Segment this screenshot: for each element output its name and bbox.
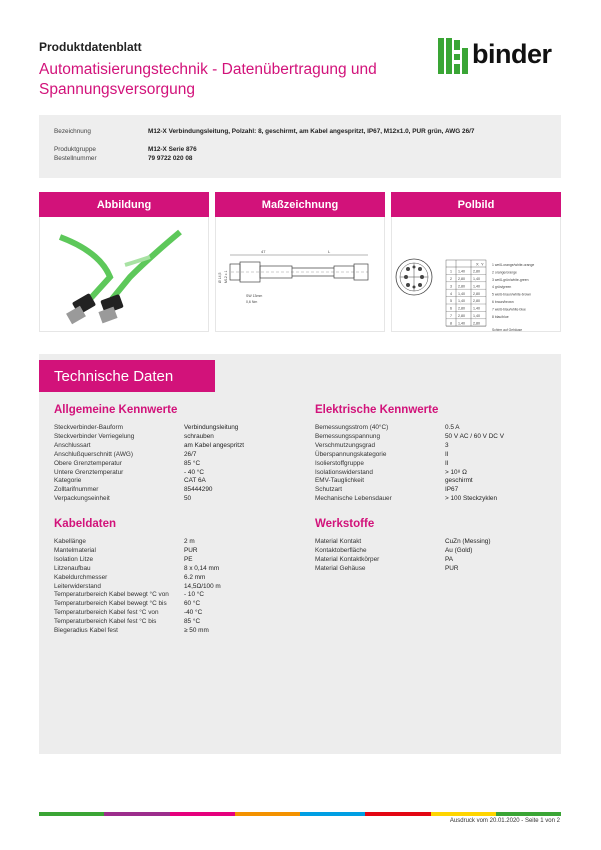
pole-cell: 7 bbox=[450, 314, 452, 318]
table-row bbox=[54, 556, 221, 565]
row-key: Steckverbinder-Bauform bbox=[54, 424, 123, 431]
kabel-table bbox=[54, 538, 221, 636]
pole-cell: 6 bbox=[450, 306, 452, 311]
dim-l: L bbox=[328, 249, 331, 254]
row-value: 85 °C bbox=[184, 618, 201, 626]
color-bar-segment bbox=[104, 812, 169, 816]
table-row bbox=[54, 600, 221, 609]
row-value: II bbox=[445, 459, 449, 467]
pole-rows bbox=[446, 270, 486, 327]
row-value: 0.5 A bbox=[445, 424, 460, 431]
row-key: Obere Grenztemperatur bbox=[54, 459, 122, 467]
pole-cell: 1,40 bbox=[473, 277, 480, 281]
section-elektrisch: Elektrische Kennwerte bbox=[315, 404, 439, 416]
row-key: Untere Grenztemperatur bbox=[54, 468, 124, 476]
color-bar-segment bbox=[300, 812, 365, 816]
info-row-produktgruppe bbox=[54, 146, 197, 153]
row-value: Au (Gold) bbox=[445, 546, 473, 554]
row-key: Zolltarifnummer bbox=[54, 486, 99, 494]
info-label: Produktgruppe bbox=[54, 146, 96, 153]
row-key: Anschlußquerschnitt (AWG) bbox=[54, 450, 133, 458]
info-value: M12-X Serie 876 bbox=[148, 146, 197, 153]
row-value: - 10 °C bbox=[184, 591, 204, 599]
table-row bbox=[315, 451, 504, 460]
pole-wires bbox=[492, 263, 534, 319]
table-row bbox=[315, 442, 504, 451]
row-key: Verschmutzungsgrad bbox=[315, 441, 376, 449]
pole-cell: 2,80 bbox=[458, 277, 465, 281]
pole-cell: 1 bbox=[450, 269, 452, 274]
table-row bbox=[54, 627, 221, 636]
table-row bbox=[54, 442, 244, 451]
product-image bbox=[39, 217, 209, 332]
pole-cell: 1,40 bbox=[458, 291, 465, 296]
wire-label: 2 orange/orange bbox=[492, 270, 517, 275]
table-row bbox=[54, 433, 244, 442]
dim-torque: 0,6 Nm bbox=[246, 300, 258, 304]
table-row bbox=[54, 618, 221, 627]
tech-data-banner: Technische Daten bbox=[39, 360, 215, 392]
row-key: Kabeldurchmesser bbox=[54, 573, 108, 581]
doc-type: Produktdatenblatt bbox=[39, 40, 142, 54]
row-value: > 100 Steckzyklen bbox=[445, 495, 498, 503]
table-row bbox=[54, 469, 244, 478]
color-bar-segment bbox=[235, 812, 300, 816]
color-bar-segment bbox=[496, 812, 561, 816]
row-key: Anschlussart bbox=[54, 441, 91, 449]
row-key: Schutzart bbox=[315, 486, 342, 494]
pole-cell: 2,80 bbox=[458, 306, 465, 311]
dim-thread: M12 x 1 bbox=[224, 270, 228, 283]
info-row-bestellnummer bbox=[54, 155, 192, 162]
row-key: Temperaturbereich Kabel bewegt °C bis bbox=[54, 600, 167, 608]
row-value: CuZn (Messing) bbox=[445, 538, 491, 545]
row-key: Mechanische Lebensdauer bbox=[315, 495, 392, 503]
row-key: Leiterwiderstand bbox=[54, 582, 101, 590]
pole-cell: 1,40 bbox=[458, 299, 465, 304]
werkstoffe-table bbox=[315, 538, 490, 574]
row-value: > 10⁸ Ω bbox=[445, 468, 467, 476]
row-value: ≥ 50 mm bbox=[184, 627, 209, 635]
row-value: 60 °C bbox=[184, 600, 201, 608]
logo-text: binder bbox=[472, 39, 552, 69]
row-value: PUR bbox=[445, 564, 459, 572]
dim-47: 47 bbox=[261, 249, 266, 254]
row-value: 8 x 0,14 mm bbox=[184, 564, 220, 572]
allgemein-table bbox=[54, 424, 244, 504]
color-bar bbox=[39, 812, 561, 816]
panel-title: Abbildung bbox=[39, 192, 209, 217]
row-key: Biegeradius Kabel fest bbox=[54, 627, 118, 635]
row-value: 50 bbox=[184, 495, 192, 503]
wire-label: 6 braun/brown bbox=[492, 300, 514, 304]
pole-cell: 1,40 bbox=[458, 321, 465, 326]
pole-cell: 3 bbox=[450, 284, 452, 289]
pole-cell: 1,40 bbox=[458, 269, 465, 274]
row-value: 26/7 bbox=[184, 450, 197, 458]
row-key: Temperaturbereich Kabel fest °C von bbox=[54, 609, 159, 617]
page-footer: Ausdruck vom 20.01.2020 - Seite 1 von 2 bbox=[449, 818, 560, 824]
pole-cell: 2,80 bbox=[458, 314, 465, 318]
row-key: Verpackungseinheit bbox=[54, 495, 110, 503]
table-row bbox=[54, 451, 244, 460]
panel-abbildung bbox=[39, 192, 209, 332]
row-key: Steckverbinder Verriegelung bbox=[54, 432, 135, 440]
table-row bbox=[54, 609, 221, 618]
panel-title: Maßzeichnung bbox=[215, 192, 385, 217]
dimension-drawing-icon bbox=[216, 217, 385, 332]
wire-label: 3 weiß-grün/white-green bbox=[492, 277, 529, 282]
table-row bbox=[54, 574, 221, 583]
table-row bbox=[315, 433, 504, 442]
wire-label: 1 weiß-orange/white-orange bbox=[492, 263, 535, 267]
row-value: PUR bbox=[184, 546, 198, 554]
shield-note: Schirm auf Gehäuse bbox=[492, 328, 523, 332]
info-value: M12-X Verbindungsleitung, Polzahl: 8, geschirmt, am Kabel angespritzt, IP67, M12x1.0, PUR grün, AWG 26/7 bbox=[148, 128, 475, 135]
row-key: Material Kontaktkörper bbox=[315, 555, 380, 563]
pole-cell: 8 bbox=[450, 321, 452, 326]
info-label: Bezeichnung bbox=[54, 128, 91, 135]
row-value: 2 m bbox=[184, 538, 195, 545]
row-key: Isolierstoffgruppe bbox=[315, 459, 364, 467]
table-row bbox=[315, 486, 504, 495]
page-title: Automatisierungstechnik - Datenübertragung und Spannungsversorgung bbox=[39, 61, 377, 98]
color-bar-segment bbox=[431, 812, 496, 816]
row-value: geschirmt bbox=[445, 477, 473, 485]
wire-label: 7 weiß-blau/white-blue bbox=[492, 307, 526, 312]
table-row bbox=[54, 495, 244, 504]
color-bar-segment bbox=[365, 812, 430, 816]
row-value: 14,5Ω/100 m bbox=[184, 582, 221, 590]
row-key: Material Kontakt bbox=[315, 538, 362, 545]
row-key: Material Gehäuse bbox=[315, 564, 366, 572]
row-key: Litzenaufbau bbox=[54, 564, 91, 572]
row-value: II bbox=[445, 450, 449, 458]
color-bar-segment bbox=[170, 812, 235, 816]
row-value: PA bbox=[445, 555, 454, 563]
dim-sw: SW 13mm bbox=[246, 294, 263, 298]
row-key: Überspannungskategorie bbox=[315, 450, 387, 458]
row-key: Kontaktoberfläche bbox=[315, 546, 367, 554]
row-value: schrauben bbox=[184, 432, 214, 440]
row-value: 50 V AC / 60 V DC V bbox=[445, 432, 504, 440]
pin-layout-icon bbox=[392, 217, 561, 332]
section-kabel: Kabeldaten bbox=[54, 518, 116, 530]
table-row bbox=[315, 424, 504, 433]
panel-polbild bbox=[391, 192, 561, 332]
table-row bbox=[54, 477, 244, 486]
info-label: Bestellnummer bbox=[54, 155, 97, 162]
row-key: Bemessungsstrom (40°C) bbox=[315, 424, 389, 431]
pole-cell: 2,80 bbox=[473, 299, 480, 304]
table-row bbox=[315, 556, 490, 565]
product-info bbox=[39, 115, 561, 178]
table-row bbox=[54, 565, 221, 574]
row-key: Kabellänge bbox=[54, 538, 86, 545]
dimension-drawing bbox=[215, 217, 385, 332]
pole-cell: 1,40 bbox=[473, 314, 480, 318]
table-row bbox=[315, 538, 490, 547]
pole-cell: 2,80 bbox=[473, 291, 480, 296]
row-value: - 40 °C bbox=[184, 468, 204, 476]
pole-header-x: X bbox=[476, 261, 479, 267]
row-key: Mantelmaterial bbox=[54, 546, 96, 554]
row-key: Temperaturbereich Kabel fest °C bis bbox=[54, 618, 157, 626]
table-row bbox=[315, 460, 504, 469]
row-value: 85444290 bbox=[184, 486, 213, 494]
row-key: Isolationswiderstand bbox=[315, 468, 373, 476]
table-row bbox=[54, 424, 244, 433]
row-key: Isolation Litze bbox=[54, 555, 94, 563]
row-value: CAT 6A bbox=[184, 477, 206, 485]
row-key: Kategorie bbox=[54, 477, 82, 485]
cable-image-icon bbox=[40, 217, 209, 332]
pole-cell: 1,40 bbox=[473, 284, 480, 289]
row-key: EMV-Tauglichkeit bbox=[315, 477, 365, 485]
row-value: am Kabel angespritzt bbox=[184, 441, 245, 449]
row-value: -40 °C bbox=[184, 609, 203, 617]
table-row bbox=[54, 486, 244, 495]
table-row bbox=[315, 495, 504, 504]
dim-diameter: Ø 14,5 bbox=[218, 272, 222, 283]
table-row bbox=[54, 538, 221, 547]
table-row bbox=[315, 547, 490, 556]
elektrisch-table bbox=[315, 424, 504, 504]
panel-masszeichnung bbox=[215, 192, 385, 332]
row-value: 85 °C bbox=[184, 459, 201, 467]
pole-cell: 2,80 bbox=[458, 284, 465, 289]
wire-label: 5 weiß-braun/white-brown bbox=[492, 292, 532, 297]
pin-layout bbox=[391, 217, 561, 332]
pole-cell: 4 bbox=[450, 291, 452, 296]
table-row bbox=[54, 460, 244, 469]
row-value: 6.2 mm bbox=[184, 573, 206, 581]
pole-header-y: Y bbox=[481, 261, 484, 267]
row-key: Temperaturbereich Kabel bewegt °C von bbox=[54, 591, 169, 599]
section-allgemein: Allgemeine Kennwerte bbox=[54, 404, 178, 416]
pole-cell: 5 bbox=[450, 299, 452, 304]
table-row bbox=[315, 565, 490, 574]
row-value: Verbindungsleitung bbox=[184, 424, 239, 431]
info-row-bezeichnung bbox=[54, 128, 474, 135]
info-value: 79 9722 020 08 bbox=[148, 155, 193, 162]
color-bar-segment bbox=[39, 812, 104, 816]
pole-cell: 2,80 bbox=[473, 321, 480, 326]
row-value: 3 bbox=[445, 441, 449, 449]
row-value: PE bbox=[184, 555, 193, 563]
tech-data-section bbox=[39, 354, 561, 754]
wire-label: 4 grün/green bbox=[492, 285, 512, 290]
wire-label: 8 blau/blue bbox=[492, 314, 509, 319]
pole-cell: 2,80 bbox=[473, 269, 480, 274]
table-row bbox=[315, 477, 504, 486]
section-werkstoffe: Werkstoffe bbox=[315, 518, 375, 530]
table-row bbox=[54, 591, 221, 600]
pole-cell: 1,40 bbox=[473, 306, 480, 311]
pole-cell: 2 bbox=[450, 277, 452, 281]
row-value: IP67 bbox=[445, 486, 459, 494]
row-key: Bemessungsspannung bbox=[315, 432, 381, 440]
panel-title: Polbild bbox=[391, 192, 561, 217]
table-row bbox=[315, 469, 504, 478]
table-row bbox=[54, 547, 221, 556]
